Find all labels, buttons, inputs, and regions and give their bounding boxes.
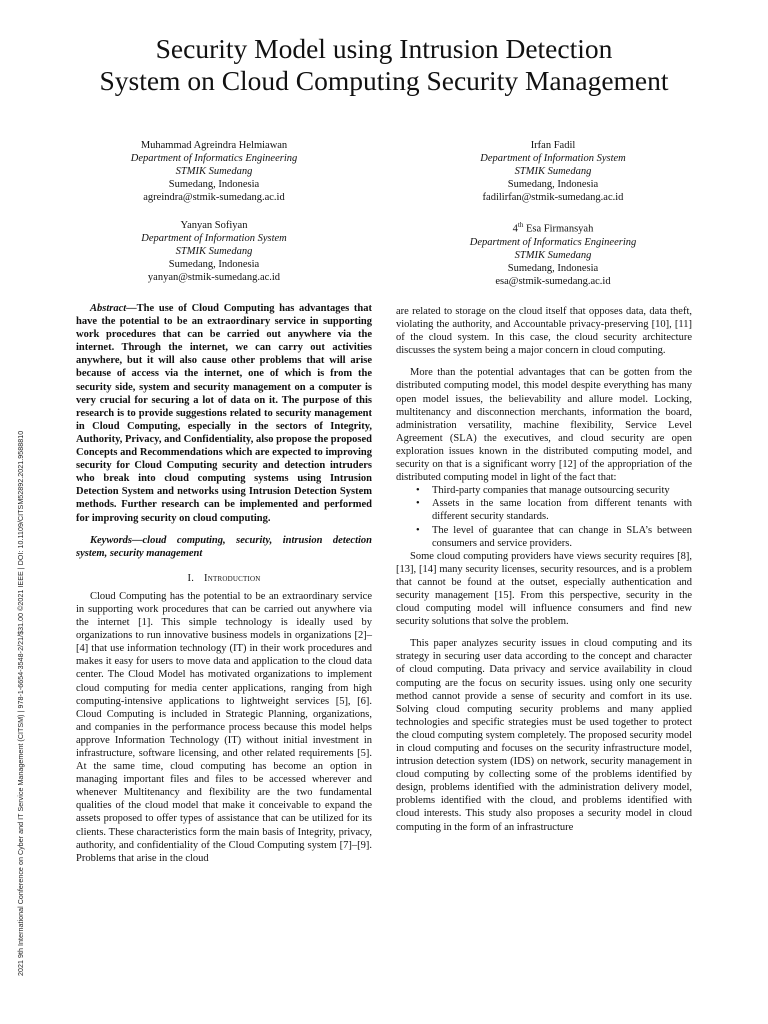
section-heading-introduction xyxy=(76,572,372,585)
author-ordinal-suffix: th xyxy=(517,221,524,229)
title-line-2: System on Cloud Computing Security Management xyxy=(99,65,669,96)
intro-paragraph-3: Some cloud computing providers have views security requires [8], [13], [14] many security licenses, security resources, and is a problem that cannot be found at the outset, especially authentication and security management [15]. From this perspective, security in the cloud computing model will influence consumers and find new security solutions that solve the problem. xyxy=(396,550,692,628)
author-4 xyxy=(433,219,673,288)
section-title: Introduction xyxy=(204,572,261,584)
author-email: yanyan@stmik-sumedang.ac.id xyxy=(147,272,281,283)
author-name-text: Esa Firmansyah xyxy=(523,223,594,235)
author-organization: STMIK Sumedang xyxy=(514,166,592,177)
intro-paragraph-1: Cloud Computing has the potential to be an extraordinary service in supporting work procedures that can be carried out anywhere via the internet [1]. This simple technology is ideally used by organizations to run innovative business models in organizations [2]–[4] that use information technology (IT) in their work procedures and makes it easy for users to move data and application to the cloud data center. The Cloud Model has motivated organizations to implement cloud computing for media center applications, ranging from high computing-intensive applications to lightweight services [5], [6]. Cloud Computing is included in Strategic Planning, organizations, and companies in the performance process because this model helps approve Information Technology (IT) without initial investment in infrastructure, software licensing, and other related requirements [5]. At the same time, cloud computing has become an option in managing important files and files to be accessed wherever and whenever Multitenancy and flexibility are the two fundamental qualities of the cloud model that make it conceivable to expand the assets proposed to offer types of assistance that can be utilized for its clients. These characteristics form the main basis of Integrity, privacy, authority, and confidentiality of the Cloud Computing system [7]–[9]. Problems that arise in the cloud xyxy=(76,590,372,864)
author-department: Department of Information System xyxy=(141,233,287,244)
author-city: Sumedang, Indonesia xyxy=(507,179,599,190)
bullet-item: • Third-party companies that manage outsourcing security xyxy=(416,484,692,497)
author-2 xyxy=(433,139,673,204)
conference-sidenote: 2021 9th International Conference on Cyber and IT Service Management (CITSM) | 978-1-6654-3548-2/21/$31.00 ©2021 IEEE | DOI: 10.1109/CITSM52892.2021.9588810 xyxy=(17,430,25,976)
abstract-lead: Abstract xyxy=(90,303,127,314)
author-email: esa@stmik-sumedang.ac.id xyxy=(495,275,611,287)
bullet-item: • The level of guarantee that can change in SLA’s between consumers and service providers. xyxy=(416,524,692,550)
author-city: Sumedang, Indonesia xyxy=(507,262,599,274)
intro-paragraph-4: This paper analyzes security issues in cloud computing and its strategy in securing user data according to the concept and character of cloud computing. Data privacy and service availability in cloud computing are the focus on security issues. using only one security method cannot provide a sense of security and comfort in its use. Solving cloud computing security problems and many applied technologies and specific strategies must be used together to protect the cloud computing system completely. The proposed security model in cloud computing and focuses on the security infrastructure model, intrusion detection system (IDS) on network, security management in cloud computing by collecting some of the problems identified by design, problems identified with the administration delivery model, problems identified with the cloud, and problems identified with cloud interests. This study also proposes a security model in cloud computing in the form of an infrastructure xyxy=(396,638,692,833)
author-department: Department of Informatics Engineering xyxy=(469,236,637,248)
intro-paragraph-2: More than the potential advantages that can be gotten from the distributed computing model, this model despite everything has many open model issues, the believability and allure model. Locking, multitenancy and disconnection merchants, information the board, administration versatility, machine flexibility, Service Level Agreement (SLA) the executives, and cloud security are open exploration issues known in the distributed computing model, and security on that is a significant worry [12] of the appropriation of the distributed computing model in light of the fact that: xyxy=(396,367,692,484)
author-name: Muhammad Agreindra Helmiawan xyxy=(140,140,288,151)
author-department: Department of Informatics Engineering xyxy=(130,153,298,164)
author-email: agreindra@stmik-sumedang.ac.id xyxy=(143,192,285,203)
author-city: Sumedang, Indonesia xyxy=(168,259,260,270)
author-organization: STMIK Sumedang xyxy=(514,249,592,261)
intro-paragraph-continued: are related to storage on the cloud itself that opposes data, data theft, violating the authority, and Accountable privacy-preserving [10], [11] of the cloud system. In this case, the cloud security architecture discusses the system being a major concern in cloud computing. xyxy=(396,306,692,357)
right-column xyxy=(396,305,692,834)
bullet-list xyxy=(396,484,692,549)
author-name: Yanyan Sofiyan xyxy=(180,220,248,231)
title-line-1: Security Model using Intrusion Detection xyxy=(155,33,613,64)
author-city: Sumedang, Indonesia xyxy=(168,179,260,190)
author-3 xyxy=(94,219,334,284)
author-email: fadilirfan@stmik-sumedang.ac.id xyxy=(482,192,624,203)
author-1 xyxy=(94,139,334,204)
section-number: I. xyxy=(187,572,195,584)
author-organization: STMIK Sumedang xyxy=(175,246,253,257)
author-name: Irfan Fadil xyxy=(530,140,576,151)
author-ordinal: 4 xyxy=(512,223,518,235)
left-column xyxy=(76,302,372,865)
abstract-body: —The use of Cloud Computing has advantages that have the potential to be an extraordinary service in supporting work procedures that can be carried out anywhere via the internet. Through the internet, we can carry out activities anywhere, but it will also cause other problems that will arise because of access via the internet, one of which is from the security side, system and security management on a computer is very crucial for securing a lot of data on it. The purpose of this research is to provide suggestions related to security management in Cloud Computing, especially in the sectors of Integrity, Authority, Privacy, and Confidentiality, also propose the proposed Concepts and Recommendations which are expected to improving security for Cloud Computing security and detection intruders who break into cloud computing systems using Intrusion Detection System and networks using Intrusion Detection System methods. Further research can be implemented and performed for improving security on cloud computing. xyxy=(76,303,372,524)
author-department: Department of Information System xyxy=(480,153,626,164)
paper-title xyxy=(40,33,728,97)
abstract xyxy=(76,302,372,525)
bullet-item: • Assets in the same location from different tenants with different security standards. xyxy=(416,497,692,523)
keywords: Keywords—cloud computing, security, intrusion detection system, security management xyxy=(76,534,372,559)
author-organization: STMIK Sumedang xyxy=(175,166,253,177)
author-name xyxy=(433,219,673,236)
